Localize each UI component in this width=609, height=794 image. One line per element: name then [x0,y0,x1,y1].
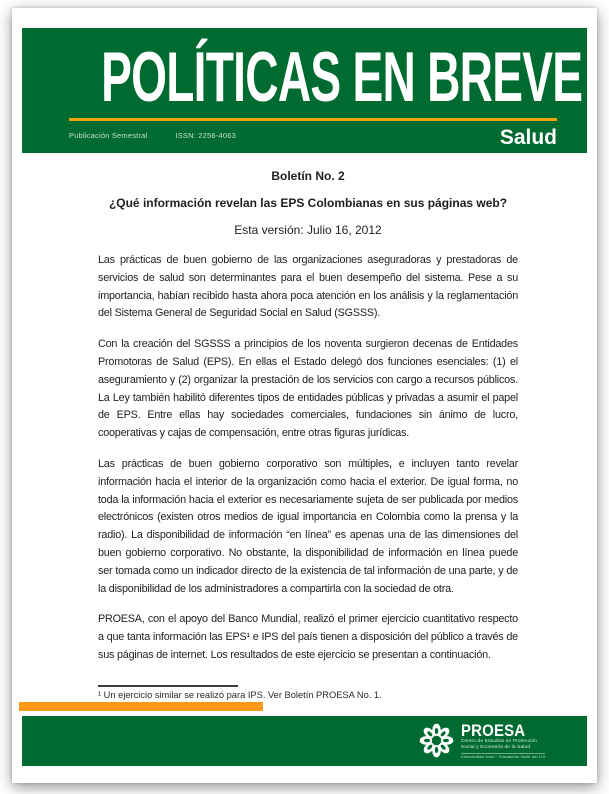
footnote-text: ¹ Un ejercicio similar se realizó para IPS. Ver Boletín PROESA No. 1. [98,690,382,700]
proesa-tagline-line1: Centro de Estudios en Protección [460,739,537,744]
proesa-byline: Universidad Icesi · Fundación Valle del Lili [460,754,545,759]
masthead-orange-rule [69,118,557,121]
publication-frequency-label: Publicación Semestral [69,131,148,140]
flower-pinwheel-icon [418,722,455,759]
footnote-divider [98,685,238,687]
orange-highlight-bar [19,702,263,711]
article-headline: ¿Qué información revelan las EPS Colombianas en sus páginas web? [108,196,508,210]
proesa-tagline-line2: Social y Economía de la Salud [460,744,531,750]
document-page [12,8,597,783]
body-paragraph-4: PROESA, con el apoyo del Banco Mundial, realizó el primer ejercicio cuantitativo respecto a que tanta información las EPS¹ e IPS del país tienen a disposición del público a través de sus páginas de internet. Los resultados de este ejercicio se presentan a continuación. [98,613,518,661]
proesa-wordmark: PROESA [460,721,525,740]
body-paragraph-2: Con la creación del SGSSS a principios de los noventa surgieron decenas de Entidades Promotoras de Salud (EPS). En ellas el Estado delegó dos funciones esenciales: (1) el aseguramiento y (2) organizar la prestación de los servicios con cargo a recursos públicos. La Ley también habilitó diferentes tipos de entidades públicas y privadas a asumir el papel de EPS. Entre ellas hay sociedades comerciales, fundaciones sin ánimo de lucro, cooperativas y cajas de compensación, entre otras figuras jurídicas. [98,338,518,440]
masthead-title: POLÍTICAS EN BREVE [101,37,583,117]
body-paragraph-3: Las prácticas de buen gobierno corporativo son múltiples, e incluyen tanto revelar información hacia el interior de la organización como hacia el exterior. De igual forma, no toda la información hacia el exterior es necesariamente sujeta de ser publicada por medios electrónicos (existen otros medios de igual importancia en Colombia como la prensa y la radio). La disponibilidad de información “en línea” es apenas una de las dimensiones del buen gobierno corporativo. No obstante, la disponibilidad de información en línea puede ser tomada como un indicador directo de la existencia de tal información de una parte, y de la disponibilidad de los administradores a compartirla con la sociedad de otra. [98,457,518,595]
footer-banner [22,716,587,766]
version-date-line: Esta versión: Julio 16, 2012 [234,223,382,237]
body-paragraph-1: Las prácticas de buen gobierno de las organizaciones aseguradoras y prestadoras de servicios de salud son determinantes para el buen desempeño del sistema. Pese a su importancia, habían recibido hasta ahora poca atención en los análisis y la reglamentación del Sistema General de Seguridad Social en Salud (SGSSS). [98,254,518,320]
proesa-logo-text [461,722,545,759]
article-body [98,168,518,678]
masthead-banner [22,28,587,153]
proesa-logo [418,722,545,759]
edition-label: Salud [499,126,557,149]
bulletin-number: Boletín No. 2 [271,169,345,183]
masthead-bottom-row [69,127,557,148]
issn-label: ISSN: 2256-4063 [175,131,236,140]
masthead-meta [69,131,236,148]
